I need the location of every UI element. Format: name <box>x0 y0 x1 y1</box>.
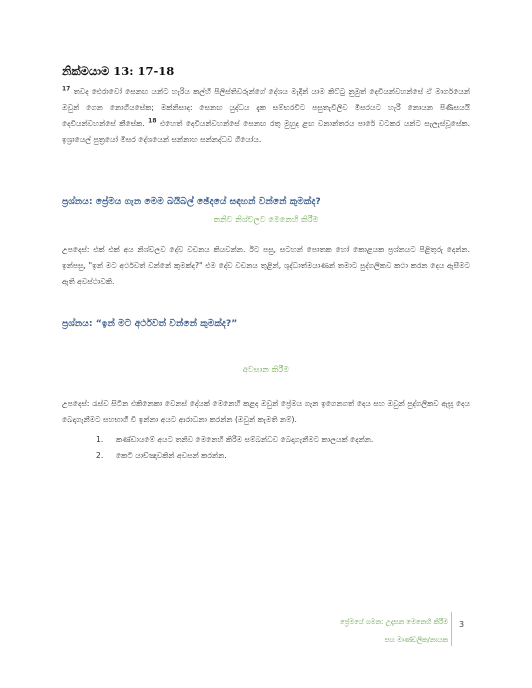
footer-title-line-1: ප්‍රේමයේ ගමන: උදෑසන මෙනෙහි කිරීම <box>340 618 448 626</box>
footer-title-line-2: සහ මාණ්ඩලික/නායක <box>384 636 448 644</box>
section-title-closing: අවසාන කිරීම <box>242 364 290 374</box>
verse-number-17: 17 <box>62 85 71 93</box>
list-item-text: කණ්ඩායමේ අයට තනිව මෙනෙහි කිරීම සම්බන්ධව බෙදාගැනීමට කාලයක් දෙන්න. <box>116 435 374 444</box>
scripture-reference-heading: නික්මයාම 13: 17-18 <box>62 64 175 78</box>
closing-steps-list <box>96 432 456 464</box>
question-heading-1: ප්‍රශ්නය: ප්‍රේමය ගැන මෙම බයිබල් ඡේදයේ සඳහන් වන්නේ කුමක්ද? <box>62 196 321 207</box>
verse-number-18: 18 <box>148 117 157 125</box>
instructions-paragraph-1: උපදෙස්: එක් එක් අය නිශ්චලව දේව වචනය කියවන්න. ඊට පසු, සටහන් පොතක හෝ කොළයක ප්‍රශ්නයට පිළිතුරු දෙන්න. ඉන්පසු, "ඉන් මට අර්ථවත් වන්නේ කුමක්ද?" එම දේව වචනය තුළින්, ශුද්ධාත්මයාණන් තමාට පුද්ගලිකව කථා කරන දෙය ඇසීමට ඇති අවස්ථාවකි. <box>62 245 470 286</box>
list-item <box>96 432 456 448</box>
verse-17-text: තවද ඓරාවෝ සෙනඟ යන්ට හැරිය කල්හි පිලිස්තිවරුන්ගේ දේශය මැදින් යාම කිට්ටු නුමුත් දෙවියන්වහන්සේ ඒ මාර්ගයෙන් ඔවුන් ගෙන නොගියසේක; මක්නිසාද: සෙනඟ යුද්ධය දැක සම්භරවිට පසුතැවිලිව මිසරයට හැරී නොයන පිණිසයයි දෙවියන්වහන්සේ කීසේක. <box>62 87 471 128</box>
list-item <box>96 448 456 464</box>
list-item-number: 1. <box>96 435 104 444</box>
footer-divider <box>451 612 452 646</box>
instructions-paragraph-2: උපදෙස්: රැස්ව සිටින එකිනෙකා වෙනස් දේයක් මෙනෙහි කළද ඔවුන් ප්‍රේමය ගැන ඉගෙනගත් දෙය සහ ඔවුන් පුද්ගලිකව ඇසූ දෙය බෙදාගැනීමට සහභාගී වී ඉන්නා අයට ආරාධනා කරන්න (ඔවුන් කැමති නම්). <box>62 399 470 424</box>
page-number: 3 <box>459 620 465 629</box>
section-title-individual-meditation: තනිව නිශ්චලව මෙනෙහි කිරීම <box>213 214 319 224</box>
verse-18-text: එහෙත් දෙවියන්වහන්සේ සෙනඟ රතු මුහුද ළඟ වනාන්තරය පාරේ වටකර යන්ට සැලැස්වූසේක. ඉශ්‍රායෙල් පුත්‍රයෝ මිසර දේශයෙන් සන්නාහ සන්නද්ධව ගියෝය. <box>62 119 470 144</box>
scripture-passage <box>62 84 470 148</box>
list-item-number: 2. <box>96 451 104 460</box>
list-item-text: කෙටි යාච්ඤාවකින් අවසන් කරන්න. <box>116 451 227 460</box>
question-heading-2: ප්‍රශ්නය: “ඉන් මට අර්ථවත් වන්නේ කුමක්ද?” <box>62 318 238 329</box>
